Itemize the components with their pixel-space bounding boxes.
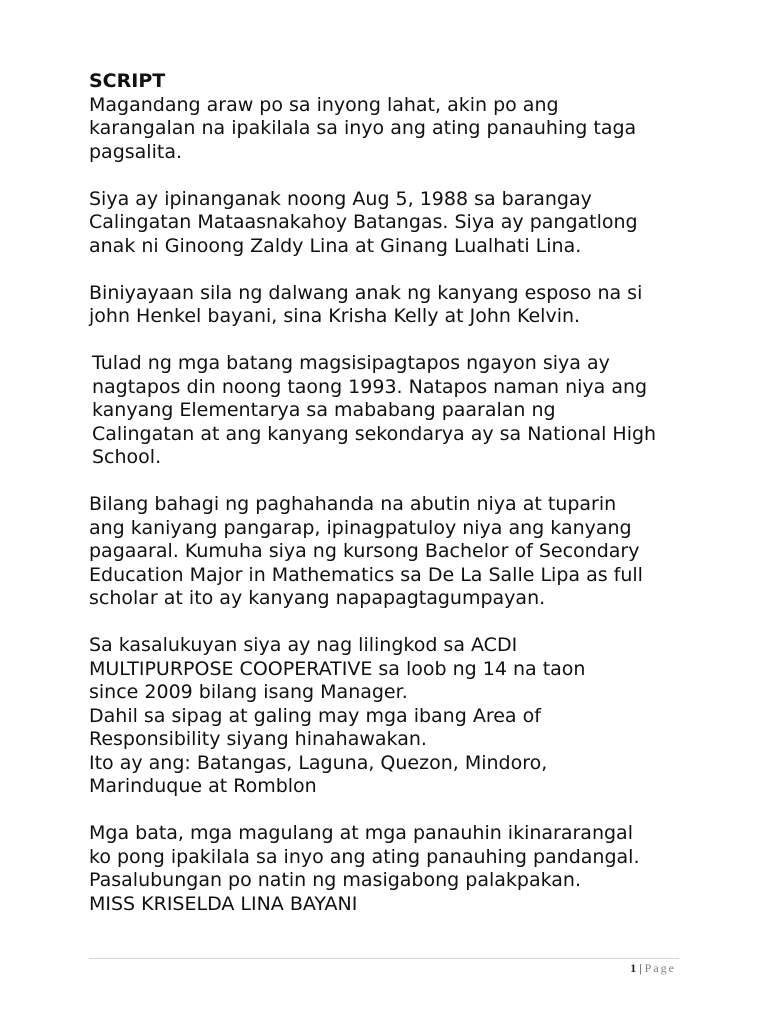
text-line: Responsibility siyang hinahawakan. <box>89 728 427 750</box>
text-line: Calingatan at ang kanyang sekondarya ay sa National High <box>92 422 657 445</box>
text-line: Magandang araw po sa inyong lahat, akin po ang <box>89 93 559 116</box>
paragraph-family <box>89 282 689 329</box>
text-line: Sa kasalukuyan siya ay nag lilingkod sa ACDI <box>89 634 518 656</box>
text-line: kanyang Elementarya sa mababang paaralan ng <box>92 399 556 421</box>
text-line: Education Major in Mathematics sa De La Salle Lipa as full <box>89 563 643 586</box>
paragraph-education <box>89 352 689 470</box>
text-line: nagtapos din noong taong 1993. Natapos naman niya ang <box>92 375 648 398</box>
text-line: Pasalubungan po natin ng masigabong palakpakan. <box>89 869 581 891</box>
paragraph-birth <box>89 188 689 259</box>
text-line: School. <box>92 446 162 468</box>
footer-divider <box>89 958 679 959</box>
page-footer <box>630 961 676 976</box>
text-line: scholar at ito ay kanyang napapagtagumpayan. <box>89 587 546 609</box>
text-line: anak ni Ginoong Zaldy Lina at Ginang Lualhati Lina. <box>89 234 582 257</box>
page-number: 1 <box>630 961 637 975</box>
footer-separator: | <box>639 961 642 975</box>
text-line: pagaaral. Kumuha siya ng kursong Bachelor of Secondary <box>89 540 640 562</box>
text-line: ko pong ipakilala sa inyo ang ating panauhing pandangal. <box>89 845 640 868</box>
text-line: Mga bata, mga magulang at mga panauhin ikinararangal <box>89 822 633 844</box>
text-line: Dahil sa sipag at galing may mga ibang Area of <box>89 704 541 727</box>
text-line: john Henkel bayani, sina Krisha Kelly at John Kelvin. <box>89 305 581 327</box>
page-label: Page <box>644 961 676 975</box>
text-line: karangalan na ipakilala sa inyo ang ating panauhing taga <box>89 117 637 139</box>
paragraph-career <box>89 634 689 799</box>
text-line: since 2009 bilang isang Manager. <box>89 681 408 703</box>
document-body <box>89 70 689 916</box>
text-line: pagsalita. <box>89 140 182 163</box>
text-line: Bilang bahagi ng paghahanda na abutin niya at tuparin <box>89 493 617 515</box>
speaker-name: MISS KRISELDA LINA BAYANI <box>89 892 358 915</box>
paragraph-closing <box>89 822 689 916</box>
text-line: Siya ay ipinanganak noong Aug 5, 1988 sa barangay <box>89 187 592 210</box>
text-line: ang kaniyang pangarap, ipinagpatuloy niya ang kanyang <box>89 516 632 539</box>
paragraph-greeting <box>89 94 689 165</box>
text-line: Tulad ng mga batang magsisipagtapos ngayon siya ay <box>92 352 610 374</box>
paragraph-college <box>89 493 689 611</box>
text-line: Calingatan Mataasnakahoy Batangas. Siya ay pangatlong <box>89 211 638 233</box>
text-line: Marinduque at Romblon <box>89 775 317 797</box>
document-heading: SCRIPT <box>89 70 166 92</box>
text-line: MULTIPURPOSE COOPERATIVE sa loob ng 14 na taon <box>89 657 586 680</box>
text-line: Ito ay ang: Batangas, Laguna, Quezon, Mindoro, <box>89 751 548 774</box>
text-line: Biniyayaan sila ng dalwang anak ng kanyang esposo na si <box>89 281 643 304</box>
